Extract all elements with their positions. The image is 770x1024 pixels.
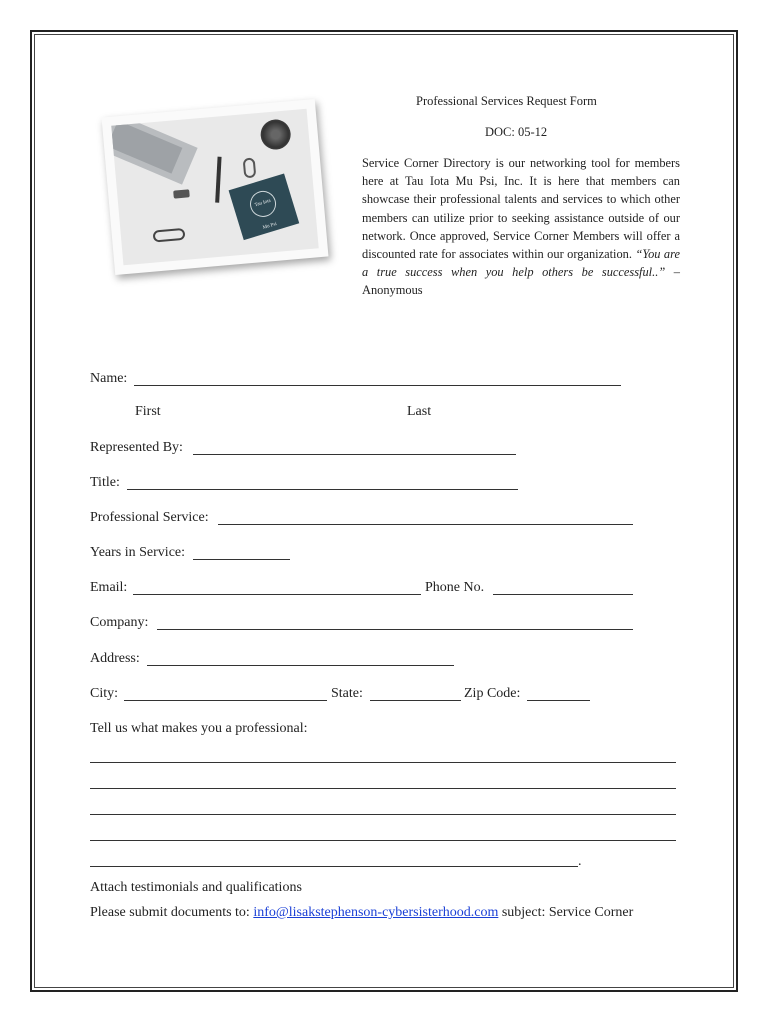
binder-clip-shape bbox=[173, 189, 190, 198]
professional-answer-line-2[interactable] bbox=[90, 788, 676, 789]
pen-shape bbox=[215, 157, 221, 203]
submit-suffix: subject: Service Corner bbox=[501, 905, 634, 920]
name-field[interactable] bbox=[134, 385, 621, 386]
company-label: Company: bbox=[90, 615, 149, 630]
professional-answer-line-3[interactable] bbox=[90, 814, 676, 815]
professional-answer-line-5[interactable] bbox=[90, 866, 578, 867]
first-name-label: First bbox=[135, 404, 161, 419]
address-field[interactable] bbox=[147, 665, 454, 666]
submit-prefix: Please submit documents to: bbox=[90, 905, 250, 920]
city-field[interactable] bbox=[124, 700, 327, 701]
professional-answer-line-4[interactable] bbox=[90, 840, 676, 841]
years-in-service-field[interactable] bbox=[193, 559, 290, 560]
desk-photo-image bbox=[111, 109, 318, 266]
quote-text: “You are a true success when you help others be successful..” bbox=[362, 247, 680, 280]
state-label: State: bbox=[331, 686, 363, 701]
email-field[interactable] bbox=[133, 594, 421, 595]
organization-logo: Tau Iota Mu Psi bbox=[247, 188, 279, 220]
desk-photo bbox=[102, 99, 329, 275]
professional-service-label: Professional Service: bbox=[90, 510, 209, 525]
years-in-service-label: Years in Service: bbox=[90, 545, 186, 560]
state-field[interactable] bbox=[370, 700, 461, 701]
email-label: Email: bbox=[90, 580, 128, 595]
name-label: Name: bbox=[90, 371, 128, 386]
professional-answer-line-1[interactable] bbox=[90, 762, 676, 763]
glasses-shape bbox=[153, 228, 186, 243]
intro-paragraph bbox=[362, 154, 680, 300]
organization-card bbox=[229, 173, 300, 240]
submit-email-link[interactable]: info@lisakstephenson-cybersisterhood.com bbox=[253, 905, 499, 920]
document-number: DOC: 05-12 bbox=[485, 125, 548, 139]
professional-prompt: Tell us what makes you a professional: bbox=[90, 721, 308, 736]
plant-shape bbox=[259, 118, 292, 151]
zip-label: Zip Code: bbox=[464, 686, 521, 701]
address-label: Address: bbox=[90, 651, 140, 666]
represented-by-label: Represented By: bbox=[90, 440, 183, 455]
submit-instructions bbox=[90, 904, 633, 922]
title-field[interactable] bbox=[127, 489, 518, 490]
laptop-shape bbox=[111, 113, 197, 185]
last-name-label: Last bbox=[407, 404, 432, 419]
form-title: Professional Services Request Form bbox=[416, 94, 597, 108]
intro-text: Service Corner Directory is our networking tool for members here at Tau Iota Mu Psi, Inc. It is here that members can showcase their professional talents and services to which other members can utilize prior to seeking assistance outside of our network. Once approved, Service Corner Members will offer a discounted rate for associates within our organization. bbox=[362, 156, 680, 262]
zip-field[interactable] bbox=[527, 700, 590, 701]
title-label: Title: bbox=[90, 475, 120, 490]
quote-attribution: – Anonymous bbox=[362, 265, 680, 298]
answer-end-period: . bbox=[578, 854, 582, 869]
company-field[interactable] bbox=[157, 629, 633, 630]
professional-service-field[interactable] bbox=[218, 524, 633, 525]
represented-by-field[interactable] bbox=[193, 454, 516, 455]
city-label: City: bbox=[90, 686, 119, 701]
phone-label: Phone No. bbox=[425, 580, 485, 595]
clip-shape bbox=[243, 157, 257, 178]
attach-instructions: Attach testimonials and qualifications bbox=[90, 880, 302, 895]
phone-field[interactable] bbox=[493, 594, 633, 595]
